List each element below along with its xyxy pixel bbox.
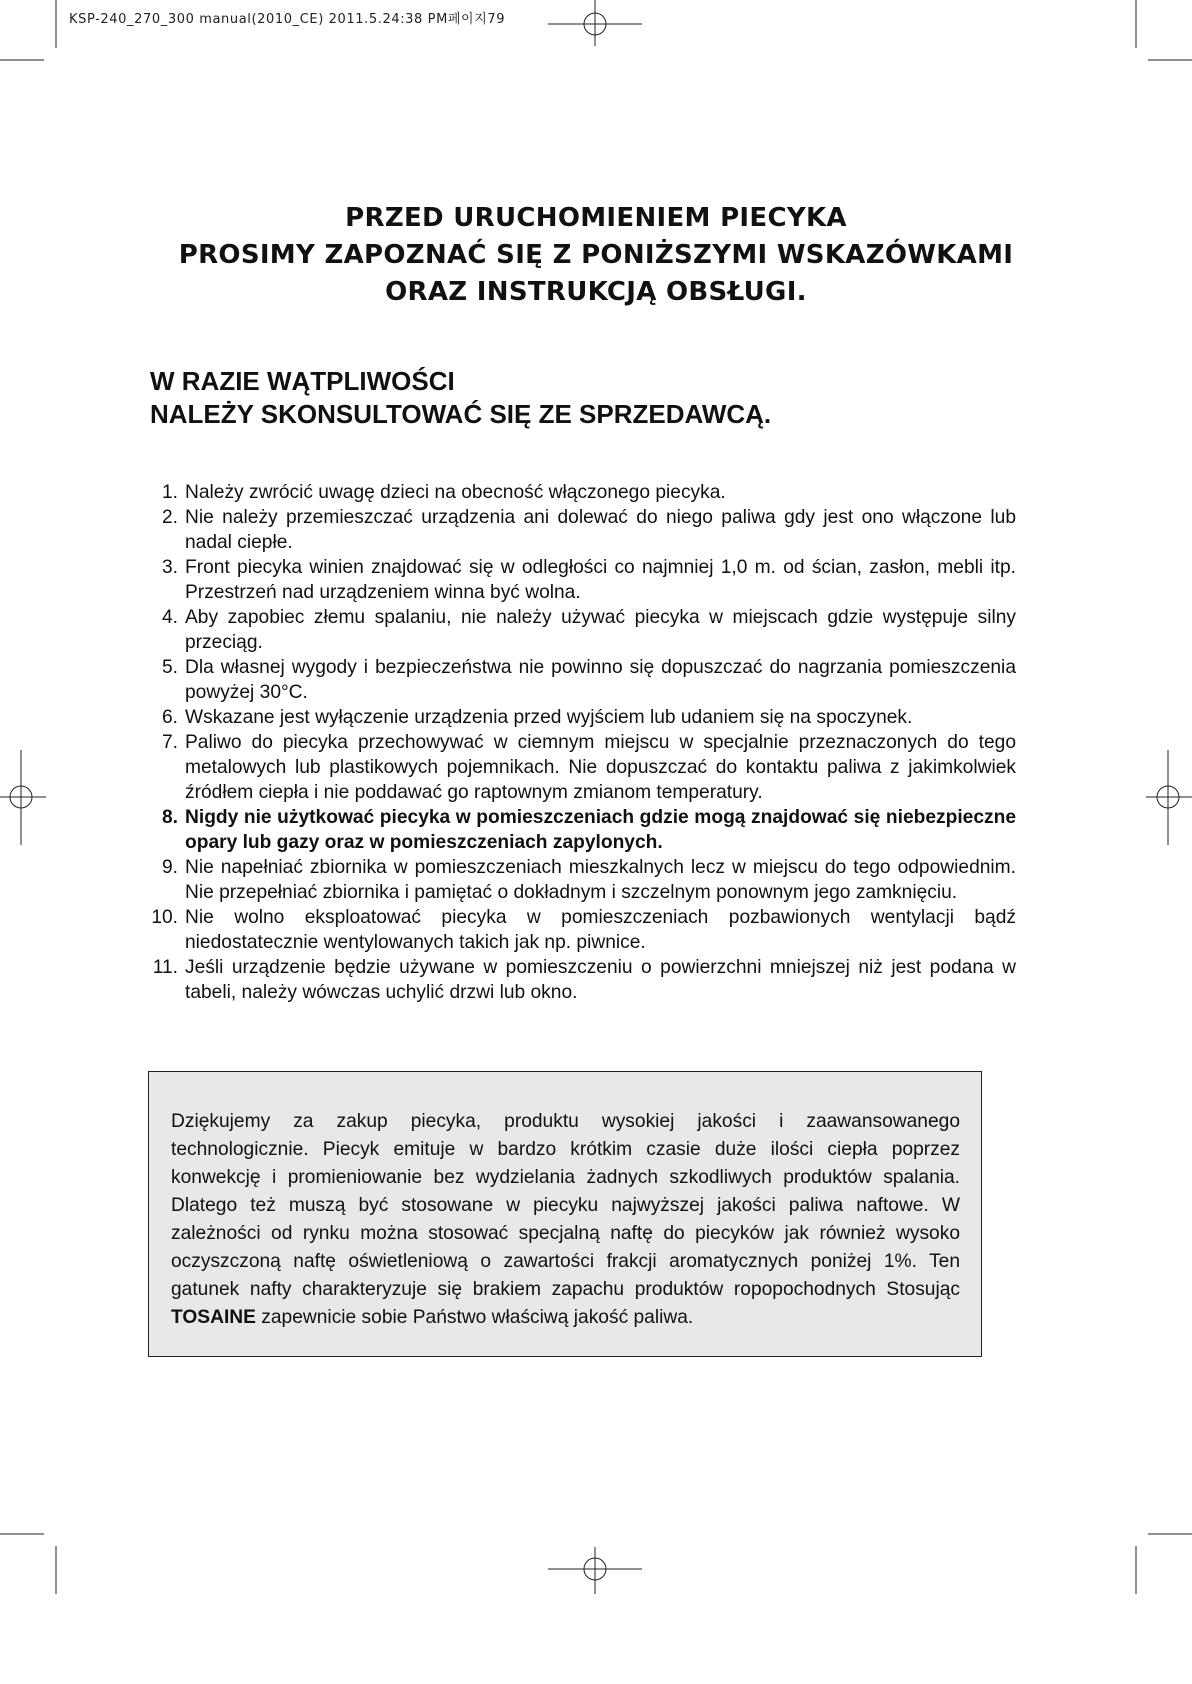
section-heading	[150, 365, 771, 431]
section-heading-line-2: NALEŻY SKONSULTOWAĆ SIĘ ZE SPRZEDAWCĄ.	[150, 399, 772, 429]
rule-text: Paliwo do piecyka przechowywać w ciemnym miejscu w specjalnie przeznaczonych do tego metalowych lub plastikowych pojemnikach. Nie dopuszczać do kontaktu paliwa z jakimkolwiek źródłem ciepła i nie poddawać go raptownym zmianom temperatury.	[185, 732, 1016, 803]
rule-text: Nigdy nie użytkować piecyka w pomieszczeniach gdzie mogą znajdować się niebezpieczne opary lub gazy oraz w pomieszczeniach zapylonych.	[185, 807, 1016, 853]
rule-text: Nie wolno eksploatować piecyka w pomieszczeniach pozbawionych wentylacji bądź niedostatecznie wentylowanych takich jak np. piwnice.	[185, 907, 1016, 953]
rule-item: 10. Nie wolno eksploatować piecyka w pomieszczeniach pozbawionych wentylacji bądź niedostatecznie wentylowanych takich jak np. piwnice.	[151, 907, 1016, 953]
print-slug: KSP-240_270_300 manual(2010_CE) 2011.5.24:38 PM페이지79	[69, 12, 506, 27]
rule-item: 4. Aby zapobiec złemu spalaniu, nie należy używać piecyka w miejscach gdzie występuje silny przeciąg.	[161, 607, 1016, 653]
title-line-2: PROSIMY ZAPOZNAĆ SIĘ Z PONIŻSZYMI WSKAZÓWKAMI	[178, 240, 1014, 270]
title-line-3: ORAZ INSTRUKCJĄ OBSŁUGI.	[385, 277, 807, 307]
rule-item-warning: 8. Nigdy nie użytkować piecyka w pomieszczeniach gdzie mogą znajdować się niebezpieczne opary lub gazy oraz w pomieszczeniach zapylonych.	[161, 807, 1016, 853]
rule-text: Front piecyka winien znajdować się w odległości co najmniej 1,0 m. od ścian, zasłon, mebli itp. Przestrzeń nad urządzeniem winna być wolna.	[185, 557, 1016, 603]
rule-text: Należy zwrócić uwagę dzieci na obecność włączonego piecyka.	[185, 482, 726, 503]
rule-item: 1. Należy zwrócić uwagę dzieci na obecność włączonego piecyka.	[161, 482, 726, 503]
info-box-text-end: zapewnicie sobie Państwo właściwą jakość paliwa.	[261, 1307, 694, 1328]
rule-item: 7. Paliwo do piecyka przechowywać w ciemnym miejscu w specjalnie przeznaczonych do tego metalowych lub plastikowych pojemnikach. Nie dopuszczać do kontaktu paliwa z jakimkolwiek źródłem ciepła i nie poddawać go raptownym zmianom temperatury.	[161, 732, 1016, 803]
info-box-text: Dziękujemy za zakup piecyka, produktu wysokiej jakości i zaawansowanego technologicznie. Piecyk emituje w bardzo krótkim czasie duże ilości ciepła poprzez konwekcję i promieniowanie bez wydzielania żadnych szkodliwych produktów spalania. Dlatego też muszą być stosowane w piecyku najwyższej jakości paliwa naftowe. W zależności od rynku można stosować specjalną naftę do piecyków jak również wysoko oczyszczoną naftę oświetleniową o zawartości frakcji aromatycznych poniżej 1%. Ten gatunek nafty charakteryzuje się brakiem zapachu produktów ropopochodnych Stosując	[171, 1111, 960, 1300]
brand-name: TOSAINE	[171, 1307, 256, 1328]
rule-text: Nie należy przemieszczać urządzenia ani dolewać do niego paliwa gdy jest ono włączone lub nadal ciepłe.	[185, 507, 1016, 553]
rule-item: 2. Nie należy przemieszczać urządzenia ani dolewać do niego paliwa gdy jest ono włączone lub nadal ciepłe.	[161, 507, 1016, 553]
info-box	[148, 1071, 982, 1357]
rule-item: 5. Dla własnej wygody i bezpieczeństwa nie powinno się dopuszczać do nagrzania pomieszczenia powyżej 30°C.	[161, 657, 1016, 703]
rule-text: Nie napełniać zbiornika w pomieszczeniach mieszkalnych lecz w miejscu do tego odpowiednim. Nie przepełniać zbiornika i pamiętać o dokładnym i szczelnym ponownym jego zamknięciu.	[185, 857, 1016, 903]
title-line-1: PRZED URUCHOMIENIEM PIECYKA	[345, 203, 847, 233]
rule-text: Aby zapobiec złemu spalaniu, nie należy używać piecyka w miejscach gdzie występuje silny przeciąg.	[185, 607, 1016, 653]
page-title	[0, 200, 1192, 311]
rule-text: Wskazane jest wyłączenie urządzenia przed wyjściem lub udaniem się na spoczynek.	[185, 707, 913, 728]
rule-item: 3. Front piecyka winien znajdować się w odległości co najmniej 1,0 m. od ścian, zasłon, mebli itp. Przestrzeń nad urządzeniem winna być wolna.	[161, 557, 1016, 603]
safety-rules-list	[148, 480, 1016, 1005]
rule-text: Dla własnej wygody i bezpieczeństwa nie powinno się dopuszczać do nagrzania pomieszczenia powyżej 30°C.	[185, 657, 1016, 703]
rule-item: 9. Nie napełniać zbiornika w pomieszczeniach mieszkalnych lecz w miejscu do tego odpowiednim. Nie przepełniać zbiornika i pamiętać o dokładnym i szczelnym ponownym jego zamknięciu.	[161, 857, 1016, 903]
section-heading-line-1: W RAZIE WĄTPLIWOŚCI	[150, 366, 455, 396]
rule-item: 6. Wskazane jest wyłączenie urządzenia przed wyjściem lub udaniem się na spoczynek.	[161, 707, 913, 728]
rule-item: 11. Jeśli urządzenie będzie używane w pomieszczeniu o powierzchni mniejszej niż jest podana w tabeli, należy wówczas uchylić drzwi lub okno.	[152, 957, 1016, 1003]
rule-text: Jeśli urządzenie będzie używane w pomieszczeniu o powierzchni mniejszej niż jest podana w tabeli, należy wówczas uchylić drzwi lub okno.	[185, 957, 1016, 1003]
